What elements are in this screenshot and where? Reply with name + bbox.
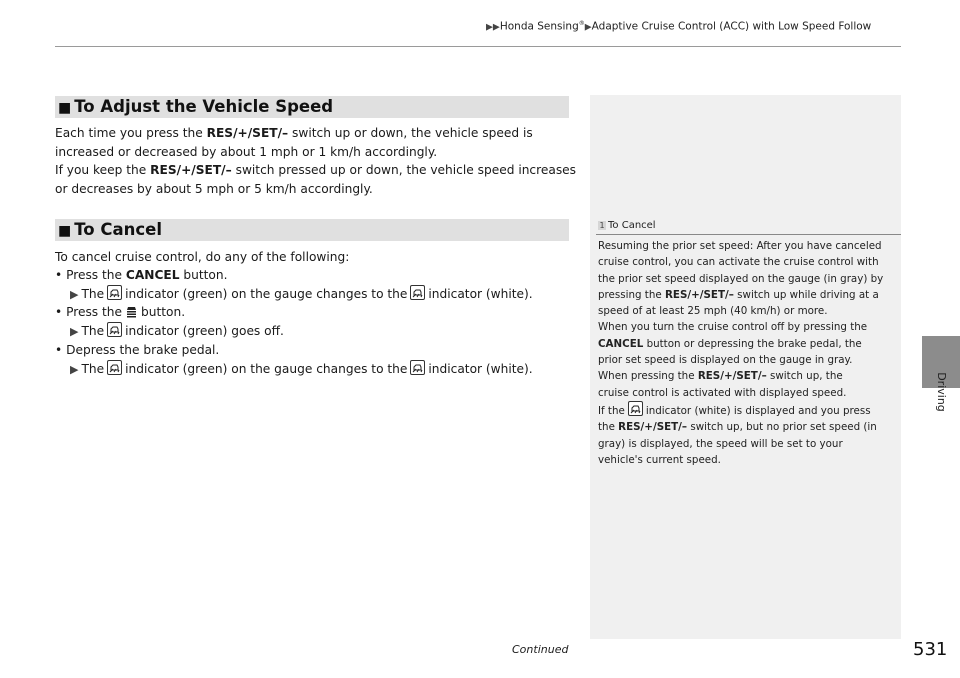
continued-label: Continued [512, 643, 569, 656]
acc-car-indicator-icon [410, 360, 425, 375]
note-number-badge: 1 [599, 221, 605, 230]
list-item: • Press the button. [55, 305, 186, 319]
acc-car-indicator-icon [107, 360, 122, 375]
adjust-speed-paragraph: Each time you press the RES/+/SET/– switch up or down, the vehicle speed is increased or decreased by about 1 mph or 1 km/h accordingly. If you keep the RES/+/SET/– switch pressed up or down, the vehicle speed increases or decreases by about 5 mph or 5 km/h accordingly. [55, 126, 577, 196]
note-title: 1 To Cancel [599, 220, 656, 231]
cancel-intro: To cancel cruise control, do any of the following: [55, 250, 350, 264]
square-bullet-icon: ■ [58, 223, 72, 239]
list-item: • Press the CANCEL button. [55, 268, 228, 282]
breadcrumb-item-honda-sensing: Honda Sensing [499, 20, 579, 33]
note-divider [596, 234, 901, 235]
list-sub-item: ▶ The indicator (green) goes off. [70, 324, 284, 338]
registered-mark: ® [578, 20, 585, 27]
square-bullet-icon: ■ [58, 100, 72, 116]
result-arrow-icon: ▶ [70, 288, 79, 301]
breadcrumb-item-acc: Adaptive Cruise Control (ACC) with Low Speed Follow [591, 20, 872, 33]
acc-distance-button-icon [125, 305, 138, 318]
acc-car-indicator-icon [410, 285, 425, 300]
acc-car-indicator-icon [107, 322, 122, 337]
breadcrumb-arrow-icon: ▶ [584, 22, 592, 33]
page-number: 531 [913, 639, 948, 660]
header-divider [55, 46, 901, 47]
list-sub-item: ▶ The indicator (green) on the gauge changes to the indicator (white). [70, 287, 533, 301]
list-sub-item: ▶ The indicator (green) on the gauge changes to the indicator (white). [70, 362, 533, 376]
breadcrumb [486, 20, 901, 33]
section-heading-adjust-speed: ■ To Adjust the Vehicle Speed [55, 96, 569, 118]
acc-car-indicator-icon [628, 401, 643, 416]
note-body: Resuming the prior set speed: After you have canceled cruise control, you can activate the cruise control with the prior set speed displayed on the gauge (in gray) by pressing the RES/+/SET/– switch up while driving at a speed of at least 25 mph (40 km/h) or more. When you turn the cruise control off by pressing the CANCEL button or depressing the brake pedal, the prior set speed is displayed on the gauge in gray. When pressing the RES/+/SET/– switch up, the cruise control is activated with displayed speed. If the indicator (white) is displayed and you press the RES/+/SET/– switch up, but no prior set speed (in gray) is displayed, the speed will be set to your vehicle's current speed. [598, 240, 884, 466]
breadcrumb-arrow-icon: ▶▶ [486, 22, 500, 33]
section-heading-cancel: ■ To Cancel [55, 219, 569, 241]
result-arrow-icon: ▶ [70, 363, 79, 376]
list-item: • Depress the brake pedal. [55, 343, 220, 357]
acc-car-indicator-icon [107, 285, 122, 300]
result-arrow-icon: ▶ [70, 325, 79, 338]
